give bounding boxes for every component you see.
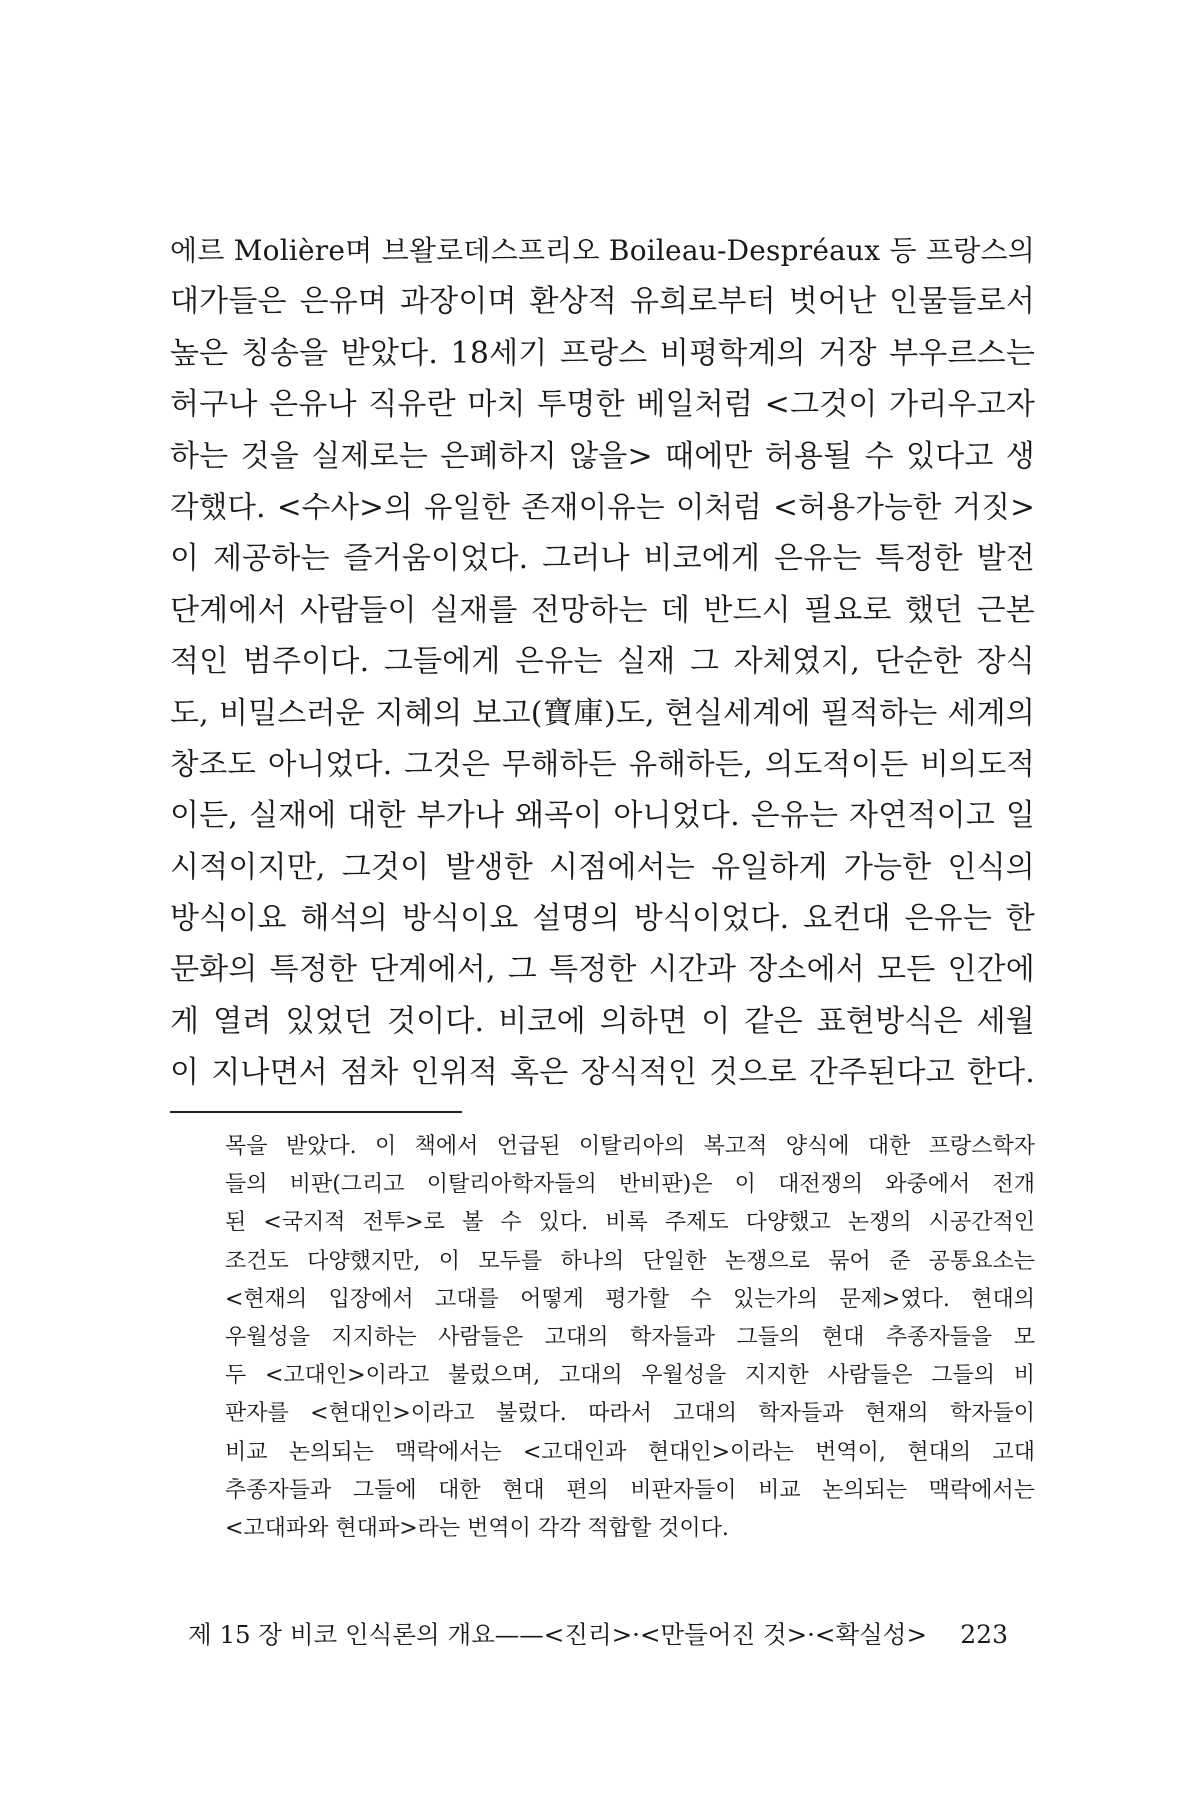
running-footer [188,1615,1008,1655]
text-line: 창조도 아니었다. 그것은 무해하든 유해하든, 의도적이든 비의도적 [170,746,1035,781]
text-line: 적인 범주이다. 그들에게 은유는 실재 그 자체였지, 단순한 장식 [170,644,1035,680]
footnote-line: 두 <고대인>이라고 불렀으며, 고대의 우월성을 지지한 사람들은 그들의 비 [225,1363,1035,1389]
footnote-line: 추종자들과 그들에 대한 현대 편의 비판자들이 비교 논의되는 맥락에서는 [225,1477,1035,1503]
footnote [225,1128,1035,1548]
text-line: 이든, 실재에 대한 부가나 왜곡이 아니었다. 은유는 자연적이고 일 [170,798,1035,834]
footnote-line: 비교 논의되는 맥락에서는 <고대인과 현대인>이라는 번역이, 현대의 고대 [225,1439,1035,1465]
footnote-line: <현재의 입장에서 고대를 어떻게 평가할 수 있는가의 문제>였다. 현대의 [225,1286,1035,1312]
footnote-line: 들의 비판(그리고 이탈리아학자들의 반비판)은 이 대전쟁의 와중에서 전개 [225,1172,1035,1198]
text-line: 대가들은 은유며 과장이며 환상적 유희로부터 벗어난 인물들로서 [170,284,1035,320]
footnote-line: <고대파와 현대파>라는 번역이 각각 적합할 것이다. [225,1515,729,1541]
text-line: 시적이지만, 그것이 발생한 시점에서는 유일하게 가능한 인식의 [170,849,1035,885]
text-line: 각했다. <수사>의 유일한 존재이유는 이처럼 <허용가능한 거짓> [170,489,1035,524]
text-line: 높은 칭송을 받았다. 18세기 프랑스 비평학계의 거장 부우르스는 [170,335,1035,371]
text-line: 단계에서 사람들이 실재를 전망하는 데 반드시 필요로 했던 근본 [170,592,1035,628]
footnote-line: 목을 받았다. 이 책에서 언급된 이탈리아의 복고적 양식에 대한 프랑스학자 [225,1134,1035,1159]
text-line: 하는 것을 실제로는 은폐하지 않을> 때에만 허용될 수 있다고 생 [170,438,1035,474]
text-line: 에르 Molière며 브왈로데스프리오 Boileau-Despréaux 등 프랑스의 [170,234,1035,267]
text-line: 문화의 특정한 단계에서, 그 특정한 시간과 장소에서 모든 인간에 [170,952,1035,988]
footnote-line: 우월성을 지지하는 사람들은 고대의 학자들과 그들의 현대 추종자들을 모 [225,1324,1035,1350]
footnote-line: 판자를 <현대인>이라고 불렀다. 따라서 고대의 학자들과 현재의 학자들이 [225,1401,1035,1427]
text-line: 이 지나면서 점차 인위적 혹은 장식적인 것으로 간주된다고 한다. [170,1055,1035,1091]
running-title: 제 15 장 비코 인식론의 개요——<진리>·<만들어진 것>·<확실성> [188,1620,927,1649]
text-line: 게 열려 있었던 것이다. 비코에 의하면 이 같은 표현방식은 세월 [170,1003,1035,1039]
page-number: 223 [960,1620,1008,1649]
footnote-line: 조건도 다양했지만, 이 모두를 하나의 단일한 논쟁으로 묶어 준 공통요소는 [225,1248,1035,1274]
text-line: 이 제공하는 즐거움이었다. 그러나 비코에게 은유는 특정한 발전 [170,541,1035,577]
text-line: 허구나 은유나 직유란 마치 투명한 베일처럼 <그것이 가리우고자 [170,387,1035,423]
text-line: 방식이요 해석의 방식이요 설명의 방식이었다. 요컨대 은유는 한 [170,901,1035,937]
footnote-line: 된 <국지적 전투>로 볼 수 있다. 비록 주제도 다양했고 논쟁의 시공간적인 [225,1210,1035,1236]
text-line: 도, 비밀스러운 지혜의 보고(寶庫)도, 현실세계에 필적하는 세계의 [170,695,1035,731]
main-text [170,225,1035,1099]
footnote-divider [170,1111,462,1113]
